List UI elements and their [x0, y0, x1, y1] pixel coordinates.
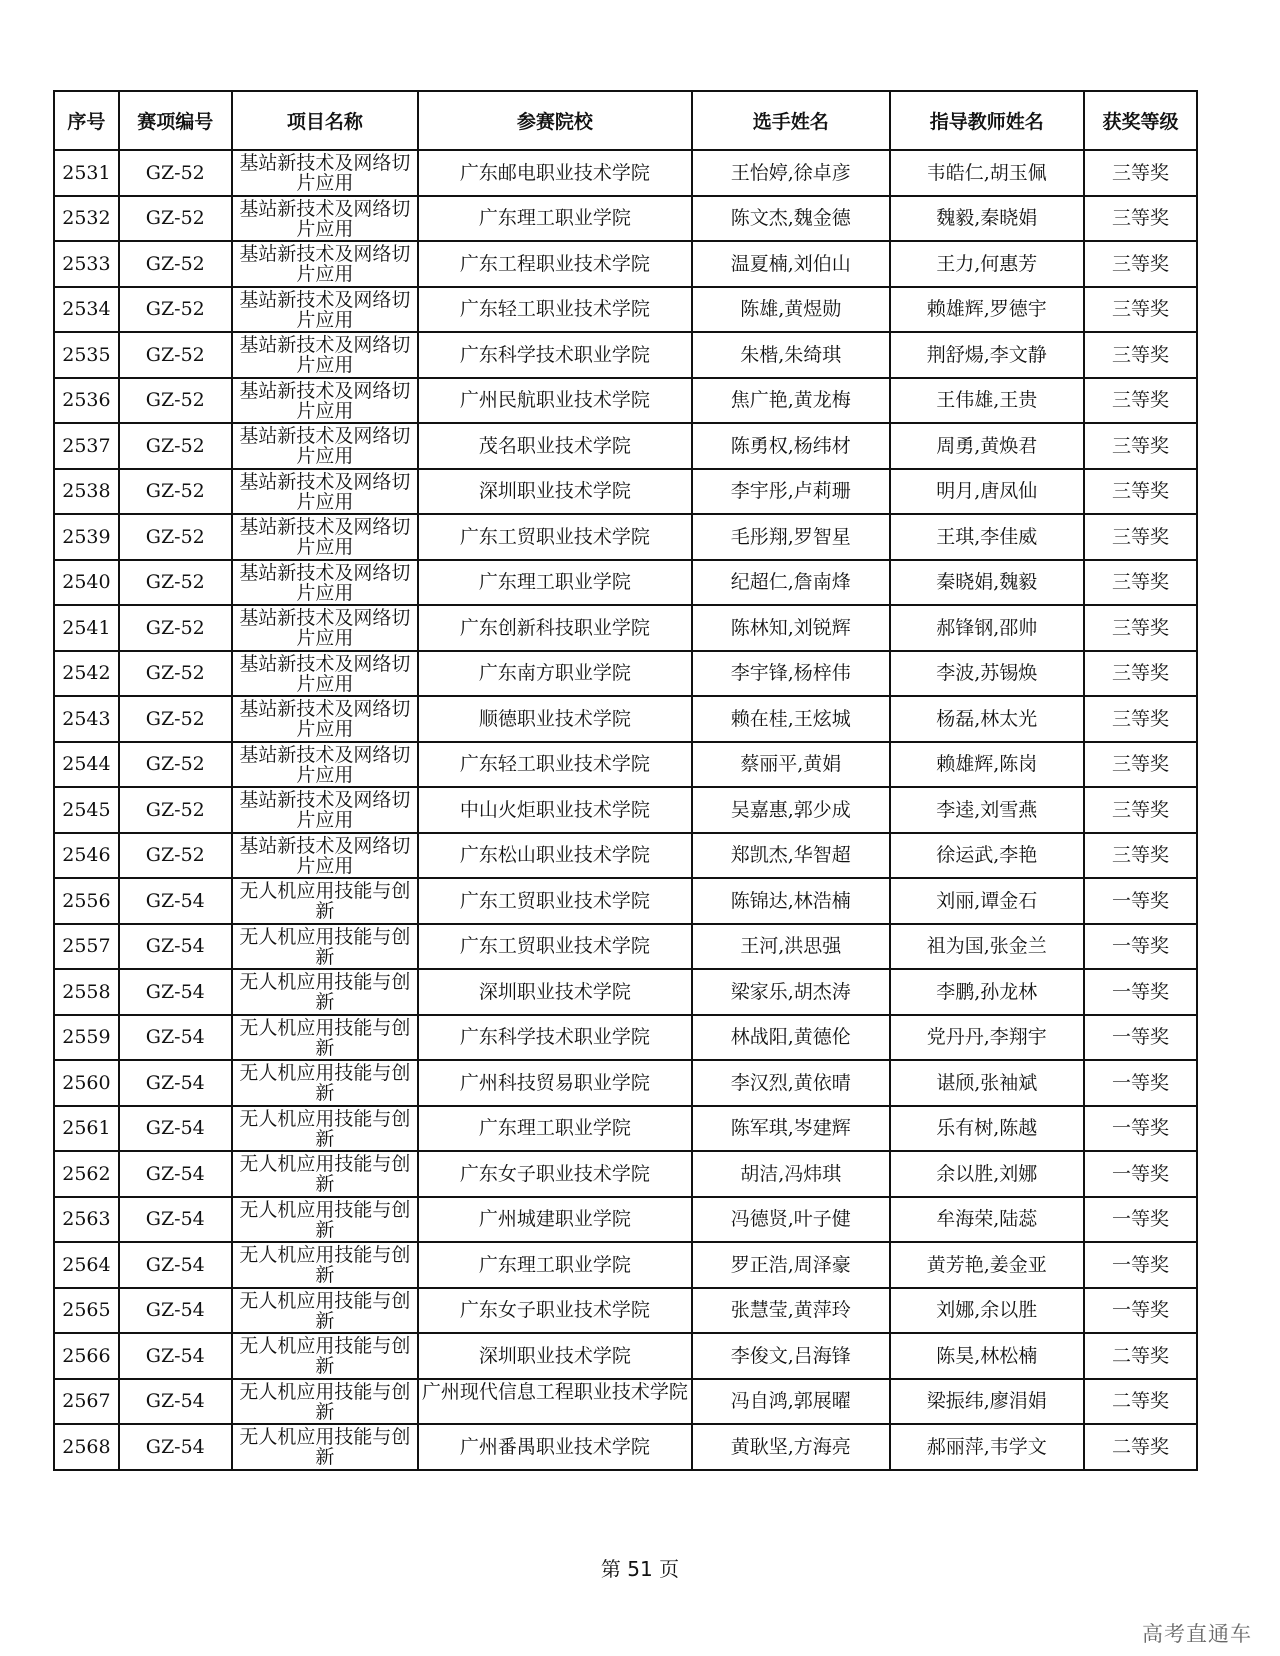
cell-school-text: 广州现代信息工程职业技术学院 — [421, 1380, 688, 1403]
cell-project-name — [232, 605, 418, 651]
cell-event-code: GZ-54 — [119, 1060, 232, 1106]
cell-contestants: 陈文杰,魏金德 — [692, 196, 890, 242]
cell-serial-number: 2542 — [54, 651, 119, 697]
table-row — [54, 1106, 1197, 1152]
cell-instructors: 王琪,李佳威 — [890, 514, 1085, 560]
cell-award-level: 一等奖 — [1084, 878, 1197, 924]
cell-school: 广东工贸职业技术学院 — [418, 514, 692, 560]
cell-award-level: 二等奖 — [1084, 1333, 1197, 1379]
cell-serial-number: 2544 — [54, 742, 119, 788]
table-row — [54, 1242, 1197, 1288]
cell-award-level: 三等奖 — [1084, 332, 1197, 378]
cell-project-name — [232, 196, 418, 242]
cell-event-code: GZ-54 — [119, 1242, 232, 1288]
table-row — [54, 696, 1197, 742]
table-row — [54, 332, 1197, 378]
cell-event-code: GZ-54 — [119, 924, 232, 970]
table-row — [54, 1015, 1197, 1061]
cell-contestants: 陈锦达,林浩楠 — [692, 878, 890, 924]
cell-award-level: 三等奖 — [1084, 196, 1197, 242]
table-row — [54, 560, 1197, 606]
cell-serial-number: 2538 — [54, 469, 119, 515]
header-instructors: 指导教师姓名 — [890, 91, 1085, 150]
cell-award-level: 一等奖 — [1084, 1242, 1197, 1288]
cell-school: 广东理工职业学院 — [418, 560, 692, 606]
table-row — [54, 742, 1197, 788]
cell-project-name-text: 无人机应用技能与创新 — [239, 1198, 411, 1241]
cell-serial-number: 2543 — [54, 696, 119, 742]
table-row — [54, 150, 1197, 196]
cell-project-name — [232, 150, 418, 196]
cell-project-name — [232, 651, 418, 697]
cell-project-name — [232, 332, 418, 378]
cell-event-code: GZ-52 — [119, 605, 232, 651]
cell-serial-number: 2562 — [54, 1151, 119, 1197]
cell-project-name — [232, 833, 418, 879]
cell-project-name-text: 基站新技术及网络切片应用 — [239, 789, 411, 832]
cell-award-level: 三等奖 — [1084, 605, 1197, 651]
header-award-level: 获奖等级 — [1084, 91, 1197, 150]
cell-contestants: 冯德贤,叶子健 — [692, 1197, 890, 1243]
cell-instructors: 乐有树,陈越 — [890, 1106, 1085, 1152]
awards-table — [53, 90, 1198, 1471]
table-row — [54, 196, 1197, 242]
cell-award-level: 三等奖 — [1084, 150, 1197, 196]
cell-project-name-text: 无人机应用技能与创新 — [239, 880, 411, 923]
cell-serial-number: 2546 — [54, 833, 119, 879]
cell-project-name — [232, 1424, 418, 1470]
cell-instructors: 郝锋钢,邵帅 — [890, 605, 1085, 651]
cell-event-code: GZ-52 — [119, 742, 232, 788]
cell-instructors: 黄芳艳,姜金亚 — [890, 1242, 1085, 1288]
cell-school: 广东女子职业技术学院 — [418, 1151, 692, 1197]
cell-project-name-text: 基站新技术及网络切片应用 — [239, 652, 411, 695]
table-row — [54, 787, 1197, 833]
cell-project-name-text: 无人机应用技能与创新 — [239, 1426, 411, 1469]
cell-project-name-text: 无人机应用技能与创新 — [239, 1380, 411, 1423]
header-project-name: 项目名称 — [232, 91, 418, 150]
cell-school: 顺德职业技术学院 — [418, 696, 692, 742]
header-event-code: 赛项编号 — [119, 91, 232, 150]
cell-award-level: 三等奖 — [1084, 560, 1197, 606]
cell-instructors: 王伟雄,王贵 — [890, 378, 1085, 424]
table-row — [54, 514, 1197, 560]
cell-award-level: 二等奖 — [1084, 1379, 1197, 1425]
cell-school: 广州科技贸易职业学院 — [418, 1060, 692, 1106]
cell-award-level: 三等奖 — [1084, 378, 1197, 424]
cell-award-level: 三等奖 — [1084, 787, 1197, 833]
cell-instructors: 杨磊,林太光 — [890, 696, 1085, 742]
cell-project-name — [232, 1015, 418, 1061]
cell-school: 广东理工职业学院 — [418, 1106, 692, 1152]
cell-project-name-text: 基站新技术及网络切片应用 — [239, 197, 411, 240]
cell-school: 广东科学技术职业学院 — [418, 332, 692, 378]
table-row — [54, 605, 1197, 651]
cell-contestants: 胡洁,冯炜琪 — [692, 1151, 890, 1197]
cell-project-name-text: 基站新技术及网络切片应用 — [239, 288, 411, 331]
cell-award-level: 一等奖 — [1084, 969, 1197, 1015]
header-row — [54, 91, 1197, 150]
table-row — [54, 287, 1197, 333]
cell-school: 广东邮电职业技术学院 — [418, 150, 692, 196]
cell-contestants: 蔡丽平,黄娟 — [692, 742, 890, 788]
table-row — [54, 1197, 1197, 1243]
cell-instructors: 韦皓仁,胡玉佩 — [890, 150, 1085, 196]
cell-instructors: 魏毅,秦晓娟 — [890, 196, 1085, 242]
cell-project-name-text: 基站新技术及网络切片应用 — [239, 243, 411, 286]
table-row — [54, 1379, 1197, 1425]
cell-serial-number: 2565 — [54, 1288, 119, 1334]
cell-instructors: 李波,苏锡焕 — [890, 651, 1085, 697]
cell-award-level: 三等奖 — [1084, 651, 1197, 697]
page-number: 第 51 页 — [600, 1557, 680, 1581]
cell-instructors: 李鹏,孙龙林 — [890, 969, 1085, 1015]
cell-instructors: 徐运武,李艳 — [890, 833, 1085, 879]
cell-project-name-text: 基站新技术及网络切片应用 — [239, 743, 411, 786]
cell-project-name — [232, 560, 418, 606]
cell-contestants: 温夏楠,刘伯山 — [692, 241, 890, 287]
cell-event-code: GZ-52 — [119, 423, 232, 469]
cell-contestants: 赖在桂,王炫城 — [692, 696, 890, 742]
table-row — [54, 1333, 1197, 1379]
cell-project-name-text: 无人机应用技能与创新 — [239, 971, 411, 1014]
cell-event-code: GZ-52 — [119, 696, 232, 742]
cell-project-name-text: 无人机应用技能与创新 — [239, 1153, 411, 1196]
cell-serial-number: 2540 — [54, 560, 119, 606]
cell-school: 广州城建职业学院 — [418, 1197, 692, 1243]
cell-project-name — [232, 696, 418, 742]
cell-instructors: 李逵,刘雪燕 — [890, 787, 1085, 833]
cell-contestants: 纪超仁,詹南烽 — [692, 560, 890, 606]
cell-project-name-text: 无人机应用技能与创新 — [239, 1016, 411, 1059]
cell-project-name — [232, 241, 418, 287]
cell-contestants: 吴嘉惠,郭少成 — [692, 787, 890, 833]
cell-project-name-text: 基站新技术及网络切片应用 — [239, 470, 411, 513]
cell-school: 深圳职业技术学院 — [418, 469, 692, 515]
cell-school: 深圳职业技术学院 — [418, 969, 692, 1015]
cell-school: 广东松山职业技术学院 — [418, 833, 692, 879]
cell-contestants: 陈军琪,岑建辉 — [692, 1106, 890, 1152]
cell-contestants: 陈勇权,杨纬材 — [692, 423, 890, 469]
cell-award-level: 一等奖 — [1084, 1106, 1197, 1152]
cell-contestants: 郑凯杰,华智超 — [692, 833, 890, 879]
cell-award-level: 三等奖 — [1084, 241, 1197, 287]
cell-serial-number: 2558 — [54, 969, 119, 1015]
cell-event-code: GZ-52 — [119, 378, 232, 424]
table-row — [54, 1288, 1197, 1334]
cell-serial-number: 2567 — [54, 1379, 119, 1425]
cell-serial-number: 2532 — [54, 196, 119, 242]
cell-instructors: 祖为国,张金兰 — [890, 924, 1085, 970]
cell-project-name-text: 基站新技术及网络切片应用 — [239, 607, 411, 650]
cell-project-name-text: 基站新技术及网络切片应用 — [239, 334, 411, 377]
cell-project-name-text: 基站新技术及网络切片应用 — [239, 698, 411, 741]
cell-event-code: GZ-52 — [119, 787, 232, 833]
cell-event-code: GZ-54 — [119, 1288, 232, 1334]
cell-school: 广东工贸职业技术学院 — [418, 878, 692, 924]
cell-school: 深圳职业技术学院 — [418, 1333, 692, 1379]
cell-contestants: 王怡婷,徐卓彦 — [692, 150, 890, 196]
cell-contestants: 陈林知,刘锐辉 — [692, 605, 890, 651]
cell-event-code: GZ-52 — [119, 287, 232, 333]
cell-project-name — [232, 423, 418, 469]
cell-serial-number: 2545 — [54, 787, 119, 833]
table-row — [54, 1060, 1197, 1106]
cell-project-name — [232, 1060, 418, 1106]
cell-serial-number: 2560 — [54, 1060, 119, 1106]
cell-project-name-text: 无人机应用技能与创新 — [239, 1107, 411, 1150]
cell-contestants: 李俊文,吕海锋 — [692, 1333, 890, 1379]
cell-school: 广东轻工职业技术学院 — [418, 287, 692, 333]
cell-school: 茂名职业技术学院 — [418, 423, 692, 469]
cell-event-code: GZ-52 — [119, 241, 232, 287]
cell-serial-number: 2566 — [54, 1333, 119, 1379]
cell-contestants: 李宇彤,卢莉珊 — [692, 469, 890, 515]
cell-event-code: GZ-52 — [119, 469, 232, 515]
cell-contestants: 李宇锋,杨梓伟 — [692, 651, 890, 697]
cell-serial-number: 2534 — [54, 287, 119, 333]
table-row — [54, 423, 1197, 469]
cell-award-level: 三等奖 — [1084, 696, 1197, 742]
cell-project-name — [232, 1106, 418, 1152]
table-row — [54, 1151, 1197, 1197]
cell-project-name-text: 无人机应用技能与创新 — [239, 1062, 411, 1105]
cell-serial-number: 2535 — [54, 332, 119, 378]
cell-award-level: 三等奖 — [1084, 514, 1197, 560]
cell-project-name — [232, 287, 418, 333]
cell-contestants: 李汉烈,黄依晴 — [692, 1060, 890, 1106]
cell-project-name — [232, 1197, 418, 1243]
cell-project-name-text: 无人机应用技能与创新 — [239, 1244, 411, 1287]
cell-serial-number: 2541 — [54, 605, 119, 651]
cell-project-name — [232, 787, 418, 833]
cell-serial-number: 2536 — [54, 378, 119, 424]
cell-project-name — [232, 1288, 418, 1334]
cell-project-name — [232, 742, 418, 788]
cell-school: 广东南方职业学院 — [418, 651, 692, 697]
cell-event-code: GZ-52 — [119, 150, 232, 196]
cell-serial-number: 2563 — [54, 1197, 119, 1243]
cell-school: 广东科学技术职业学院 — [418, 1015, 692, 1061]
cell-project-name — [232, 378, 418, 424]
cell-project-name-text: 基站新技术及网络切片应用 — [239, 379, 411, 422]
cell-event-code: GZ-52 — [119, 651, 232, 697]
cell-school: 广东理工职业学院 — [418, 196, 692, 242]
cell-award-level: 一等奖 — [1084, 1060, 1197, 1106]
cell-project-name-text: 基站新技术及网络切片应用 — [239, 152, 411, 195]
cell-award-level: 三等奖 — [1084, 833, 1197, 879]
cell-project-name-text: 无人机应用技能与创新 — [239, 1335, 411, 1378]
cell-project-name — [232, 469, 418, 515]
table-body — [54, 150, 1197, 1470]
cell-school: 广东理工职业学院 — [418, 1242, 692, 1288]
cell-serial-number: 2559 — [54, 1015, 119, 1061]
cell-event-code: GZ-52 — [119, 833, 232, 879]
cell-contestants: 张慧莹,黄萍玲 — [692, 1288, 890, 1334]
cell-contestants: 朱楷,朱绮琪 — [692, 332, 890, 378]
cell-serial-number: 2539 — [54, 514, 119, 560]
cell-instructors: 郝丽萍,韦学文 — [890, 1424, 1085, 1470]
cell-serial-number: 2561 — [54, 1106, 119, 1152]
cell-serial-number: 2533 — [54, 241, 119, 287]
cell-project-name — [232, 878, 418, 924]
cell-event-code: GZ-54 — [119, 1151, 232, 1197]
cell-school: 广东轻工职业技术学院 — [418, 742, 692, 788]
cell-event-code: GZ-54 — [119, 1015, 232, 1061]
cell-contestants: 林战阳,黄德伦 — [692, 1015, 890, 1061]
table-row — [54, 878, 1197, 924]
cell-contestants: 黄耿坚,方海亮 — [692, 1424, 890, 1470]
cell-school — [418, 1379, 692, 1425]
cell-serial-number: 2564 — [54, 1242, 119, 1288]
cell-school: 广东工程职业技术学院 — [418, 241, 692, 287]
cell-instructors: 秦晓娟,魏毅 — [890, 560, 1085, 606]
cell-event-code: GZ-54 — [119, 1106, 232, 1152]
table-row — [54, 924, 1197, 970]
table-row — [54, 651, 1197, 697]
cell-project-name-text: 基站新技术及网络切片应用 — [239, 516, 411, 559]
table-row — [54, 833, 1197, 879]
cell-project-name — [232, 514, 418, 560]
table-row — [54, 969, 1197, 1015]
cell-event-code: GZ-54 — [119, 1379, 232, 1425]
cell-serial-number: 2557 — [54, 924, 119, 970]
cell-school: 中山火炬职业技术学院 — [418, 787, 692, 833]
cell-school: 广东女子职业技术学院 — [418, 1288, 692, 1334]
cell-award-level: 一等奖 — [1084, 1288, 1197, 1334]
cell-serial-number: 2556 — [54, 878, 119, 924]
header-school: 参赛院校 — [418, 91, 692, 150]
cell-event-code: GZ-52 — [119, 560, 232, 606]
cell-project-name — [232, 924, 418, 970]
cell-contestants: 王河,洪思强 — [692, 924, 890, 970]
cell-award-level: 三等奖 — [1084, 742, 1197, 788]
cell-event-code: GZ-54 — [119, 1197, 232, 1243]
cell-instructors: 赖雄辉,陈岗 — [890, 742, 1085, 788]
cell-project-name — [232, 1379, 418, 1425]
cell-event-code: GZ-52 — [119, 514, 232, 560]
cell-project-name — [232, 969, 418, 1015]
watermark: 高考直通车 — [1142, 1622, 1252, 1646]
cell-instructors: 周勇,黄焕君 — [890, 423, 1085, 469]
cell-instructors: 刘娜,余以胜 — [890, 1288, 1085, 1334]
cell-contestants: 冯自鸿,郭展曜 — [692, 1379, 890, 1425]
cell-instructors: 谌颀,张袖斌 — [890, 1060, 1085, 1106]
cell-project-name-text: 基站新技术及网络切片应用 — [239, 561, 411, 604]
cell-project-name — [232, 1151, 418, 1197]
cell-event-code: GZ-54 — [119, 1333, 232, 1379]
cell-project-name-text: 无人机应用技能与创新 — [239, 1289, 411, 1332]
cell-instructors: 明月,唐凤仙 — [890, 469, 1085, 515]
cell-project-name-text: 基站新技术及网络切片应用 — [239, 425, 411, 468]
cell-project-name-text: 基站新技术及网络切片应用 — [239, 834, 411, 877]
table-row — [54, 241, 1197, 287]
cell-instructors: 王力,何惠芳 — [890, 241, 1085, 287]
cell-project-name-text: 无人机应用技能与创新 — [239, 925, 411, 968]
cell-serial-number: 2537 — [54, 423, 119, 469]
cell-school: 广州番禺职业技术学院 — [418, 1424, 692, 1470]
cell-award-level: 一等奖 — [1084, 924, 1197, 970]
table-row — [54, 1424, 1197, 1470]
cell-school: 广州民航职业技术学院 — [418, 378, 692, 424]
cell-serial-number: 2531 — [54, 150, 119, 196]
header-serial-number: 序号 — [54, 91, 119, 150]
cell-award-level: 三等奖 — [1084, 287, 1197, 333]
cell-contestants: 梁家乐,胡杰涛 — [692, 969, 890, 1015]
cell-instructors: 党丹丹,李翔宇 — [890, 1015, 1085, 1061]
cell-instructors: 余以胜,刘娜 — [890, 1151, 1085, 1197]
cell-event-code: GZ-54 — [119, 969, 232, 1015]
cell-event-code: GZ-54 — [119, 878, 232, 924]
cell-contestants: 焦广艳,黄龙梅 — [692, 378, 890, 424]
cell-instructors: 荆舒煬,李文静 — [890, 332, 1085, 378]
cell-project-name — [232, 1333, 418, 1379]
cell-instructors: 赖雄辉,罗德宇 — [890, 287, 1085, 333]
table-row — [54, 469, 1197, 515]
cell-serial-number: 2568 — [54, 1424, 119, 1470]
cell-contestants: 罗正浩,周泽豪 — [692, 1242, 890, 1288]
cell-event-code: GZ-52 — [119, 196, 232, 242]
cell-event-code: GZ-52 — [119, 332, 232, 378]
cell-contestants: 毛彤翔,罗智星 — [692, 514, 890, 560]
cell-award-level: 三等奖 — [1084, 469, 1197, 515]
cell-event-code: GZ-54 — [119, 1424, 232, 1470]
cell-project-name — [232, 1242, 418, 1288]
cell-award-level: 二等奖 — [1084, 1424, 1197, 1470]
cell-award-level: 一等奖 — [1084, 1015, 1197, 1061]
cell-instructors: 牟海荣,陆蕊 — [890, 1197, 1085, 1243]
cell-instructors: 陈昊,林松楠 — [890, 1333, 1085, 1379]
cell-school: 广东工贸职业技术学院 — [418, 924, 692, 970]
cell-award-level: 三等奖 — [1084, 423, 1197, 469]
cell-school: 广东创新科技职业学院 — [418, 605, 692, 651]
cell-award-level: 一等奖 — [1084, 1151, 1197, 1197]
table-row — [54, 378, 1197, 424]
cell-instructors: 梁振纬,廖涓娟 — [890, 1379, 1085, 1425]
cell-instructors: 刘丽,谭金石 — [890, 878, 1085, 924]
header-contestants: 选手姓名 — [692, 91, 890, 150]
cell-contestants: 陈雄,黄煜勋 — [692, 287, 890, 333]
cell-award-level: 一等奖 — [1084, 1197, 1197, 1243]
